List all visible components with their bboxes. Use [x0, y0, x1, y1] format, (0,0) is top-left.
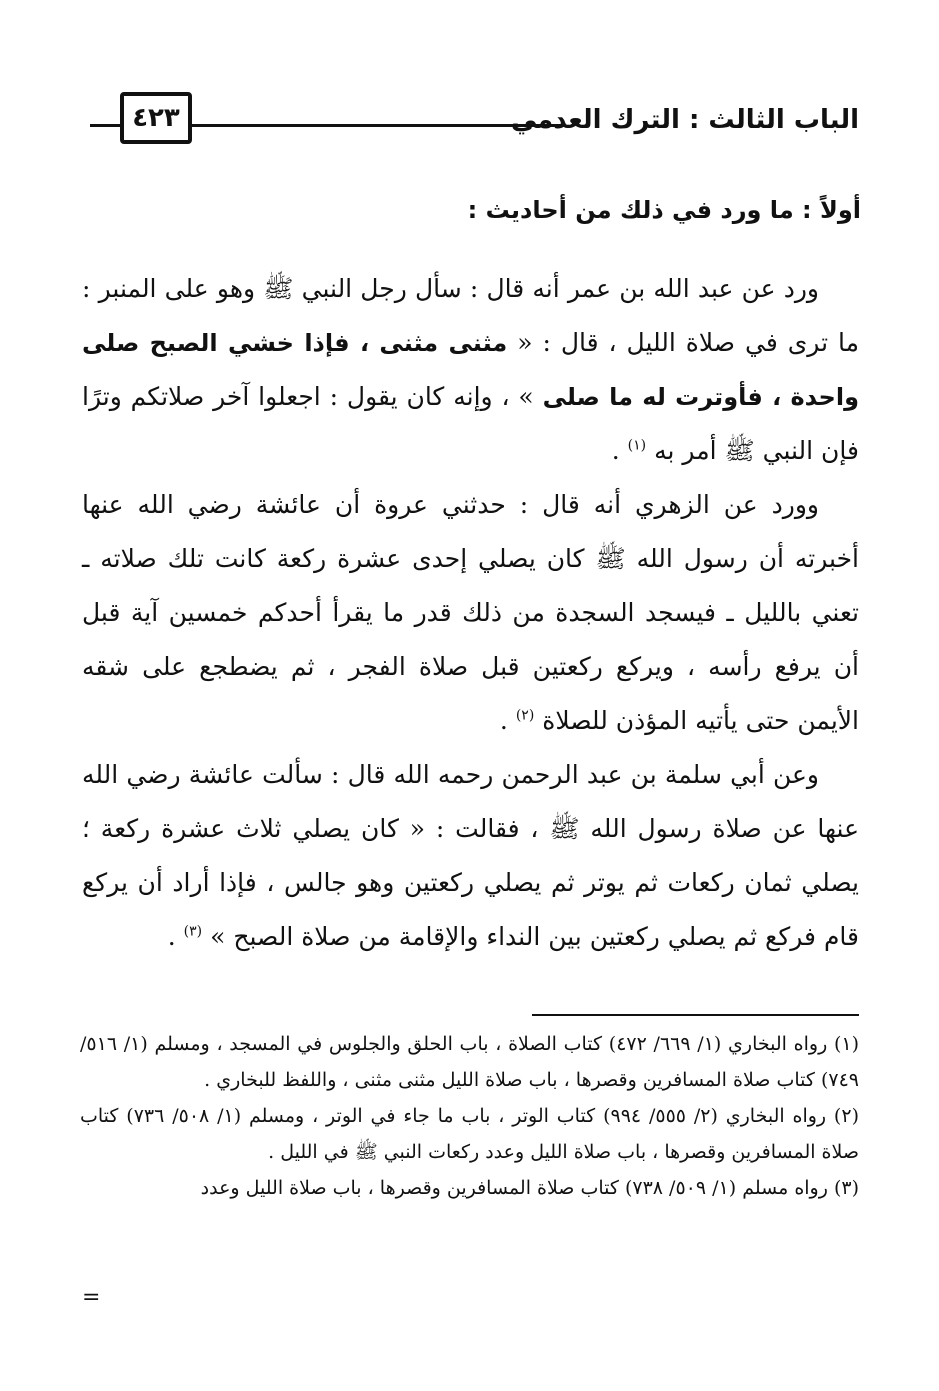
footnote: (٢) رواه البخاري (٢/ ٥٥٥/ ٩٩٤) كتاب الوتر ، باب ما جاء في الوتر ، ومسلم (١/ ٥٠٨/ ٧٣٦) كتاب صلاة المسافرين وقصرها ، باب صلاة الليل وعدد ركعات النبي ﷺ في الليل .: [80, 1105, 859, 1163]
main-text: [82, 262, 859, 964]
page-number: ٤٢٣: [120, 92, 192, 144]
page-header: [0, 0, 939, 170]
bold-quote: مثنى مثنى ، فإذا خشي الصبح صلى واحدة ، فأوترت له ما صلى: [82, 329, 859, 411]
footnote-ref: (١): [627, 437, 647, 454]
paragraph: ورد عن عبد الله بن عمر أنه قال : سأل رجل النبي ﷺ وهو على المنبر : ما ترى في صلاة الليل ، قال : « مثنى مثنى ، فإذا خشي الصبح صلى واحدة ، فأوترت له ما صلى » ، وإنه كان يقول : اجعلوا آخر صلاتكم وترًا فإن النبي ﷺ أمر به $^{(١)}$ .: [82, 274, 860, 465]
paragraph: وعن أبي سلمة بن عبد الرحمن رحمه الله قال : سألت عائشة رضي الله عنها عن صلاة رسول الله ﷺ ، فقالت : « كان يصلي ثلاث عشرة ركعة ؛ يصلي ثمان ركعات ثم يوتر ثم يصلي ركعتين وهو جالس ، فإذا أراد أن يركع قام فركع ثم يصلي ركعتين بين النداء والإقامة من صلاة الصبح » $^{(٣)}$ .: [82, 760, 859, 951]
section-heading: أولاً : ما ورد في ذلك من أحاديث :: [467, 196, 861, 224]
paragraph: وورد عن الزهري أنه قال : حدثني عروة أن عائشة رضي الله عنها أخبرته أن رسول الله ﷺ كان يصلي إحدى عشرة ركعة كانت تلك صلاته ـ تعني بالليل ـ فيسجد السجدة من ذلك قدر ما يقرأ أحدكم خمسين آية قبل أن يرفع رأسه ، ويركع ركعتين قبل صلاة الفجر ، ثم يضطجع على شقه الأيمن حتى يأتيه المؤذن للصلاة $^{(٢)}$ .: [82, 490, 859, 735]
footnote-ref: (٢): [515, 707, 535, 724]
footnote-ref: (٣): [183, 923, 203, 940]
chapter-title: الباب الثالث : الترك العدمي: [510, 105, 859, 135]
footnotes: [80, 1026, 859, 1206]
footnote: (١) رواه البخاري (١/ ٦٦٩/ ٤٧٢) كتاب الصلاة ، باب الحلق والجلوس في المسجد ، ومسلم (١/ ٥١٦/ ٧٤٩) كتاب صلاة المسافرين وقصرها ، باب صلاة الليل مثنى مثنى ، واللفظ للبخاري .: [80, 1033, 860, 1091]
footnote: (٣) رواه مسلم (١/ ٥٠٩/ ٧٣٨) كتاب صلاة المسافرين وقصرها ، باب صلاة الليل وعدد: [200, 1177, 859, 1199]
continuation-mark: =: [82, 1285, 101, 1310]
footnote-separator: [532, 1014, 859, 1016]
